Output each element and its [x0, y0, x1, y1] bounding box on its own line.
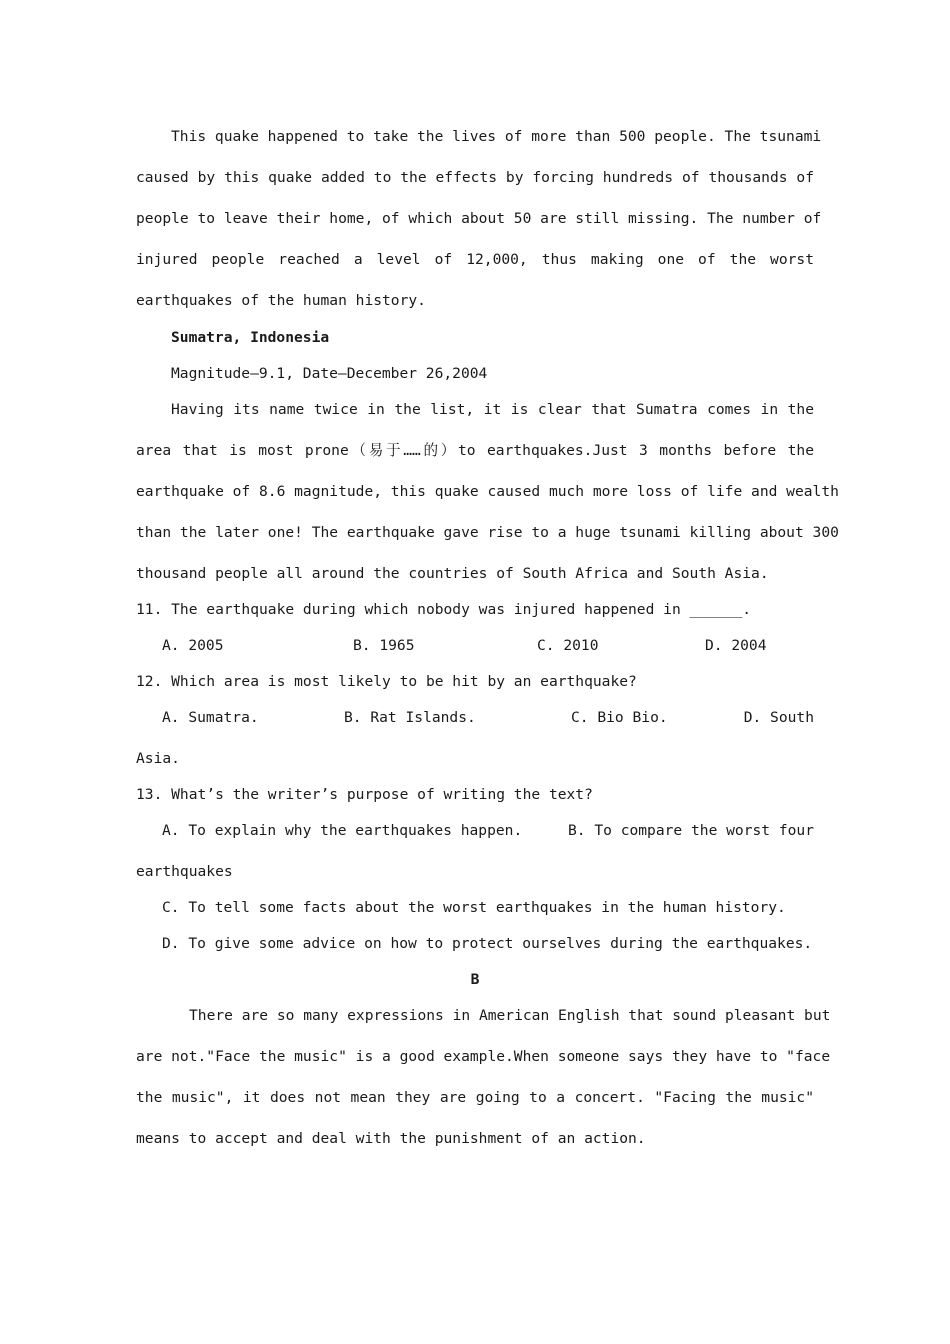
option-d: D. 2004 [705, 637, 767, 654]
part-heading: B [470, 971, 480, 988]
option-a: A. Sumatra. [162, 709, 259, 726]
question-options [136, 637, 814, 655]
question-options [136, 822, 814, 840]
paragraph-line: than the later one! The earthquake gave rise to a huge tsunami killing about 300 [136, 524, 839, 541]
paragraph-line: thousand people all around the countries of South Africa and South Asia. [136, 565, 769, 582]
paragraph-line: This quake happened to take the lives of more than 500 people. The tsunami [171, 128, 822, 145]
option-d-continued: Asia. [136, 750, 180, 767]
option-c: C. Bio Bio. [571, 709, 668, 726]
option-d: D. To give some advice on how to protect ourselves during the earthquakes. [162, 935, 813, 952]
paragraph-line: are not."Face the music" is a good example.When someone says they have to "face [136, 1048, 831, 1065]
section-meta: Magnitude—9.1, Date—December 26,2004 [171, 365, 488, 382]
option-b: B. 1965 [353, 637, 415, 654]
paragraph-line: injured people reached a level of 12,000, thus making one of the worst [136, 251, 814, 268]
option-c: C. 2010 [537, 637, 599, 654]
option-c: C. To tell some facts about the worst earthquakes in the human history. [162, 899, 786, 916]
paragraph-line: caused by this quake added to the effects by forcing hundreds of thousands of [136, 169, 814, 186]
paragraph-line: earthquakes of the human history. [136, 292, 426, 309]
question-stem: 11. The earthquake during which nobody was injured happened in ______. [136, 601, 752, 618]
option-a: A. 2005 [162, 637, 224, 654]
option-a: A. To explain why the earthquakes happen. [162, 822, 523, 839]
paragraph-line: area that is most prone（易于……的）to earthquakes.Just 3 months before the [136, 442, 814, 459]
question-stem: 12. Which area is most likely to be hit by an earthquake? [136, 673, 637, 690]
paragraph-line: the music", it does not mean they are going to a concert. "Facing the music" [136, 1089, 814, 1106]
section-heading: Sumatra, Indonesia [171, 329, 330, 346]
question-options [136, 709, 814, 727]
option-b: B. To compare the worst four [567, 822, 814, 839]
question-stem: 13. What’s the writer’s purpose of writing the text? [136, 786, 593, 803]
paragraph-line: There are so many expressions in American English that sound pleasant but [189, 1007, 831, 1024]
option-d: D. South [743, 709, 814, 726]
option-b: B. Rat Islands. [344, 709, 476, 726]
paragraph-line: earthquake of 8.6 magnitude, this quake caused much more loss of life and wealth [136, 483, 839, 500]
option-b-continued: earthquakes [136, 863, 233, 880]
paragraph-line: means to accept and deal with the punishment of an action. [136, 1130, 646, 1147]
paragraph-line: Having its name twice in the list, it is clear that Sumatra comes in the [171, 401, 814, 418]
paragraph-line: people to leave their home, of which about 50 are still missing. The number of [136, 210, 822, 227]
